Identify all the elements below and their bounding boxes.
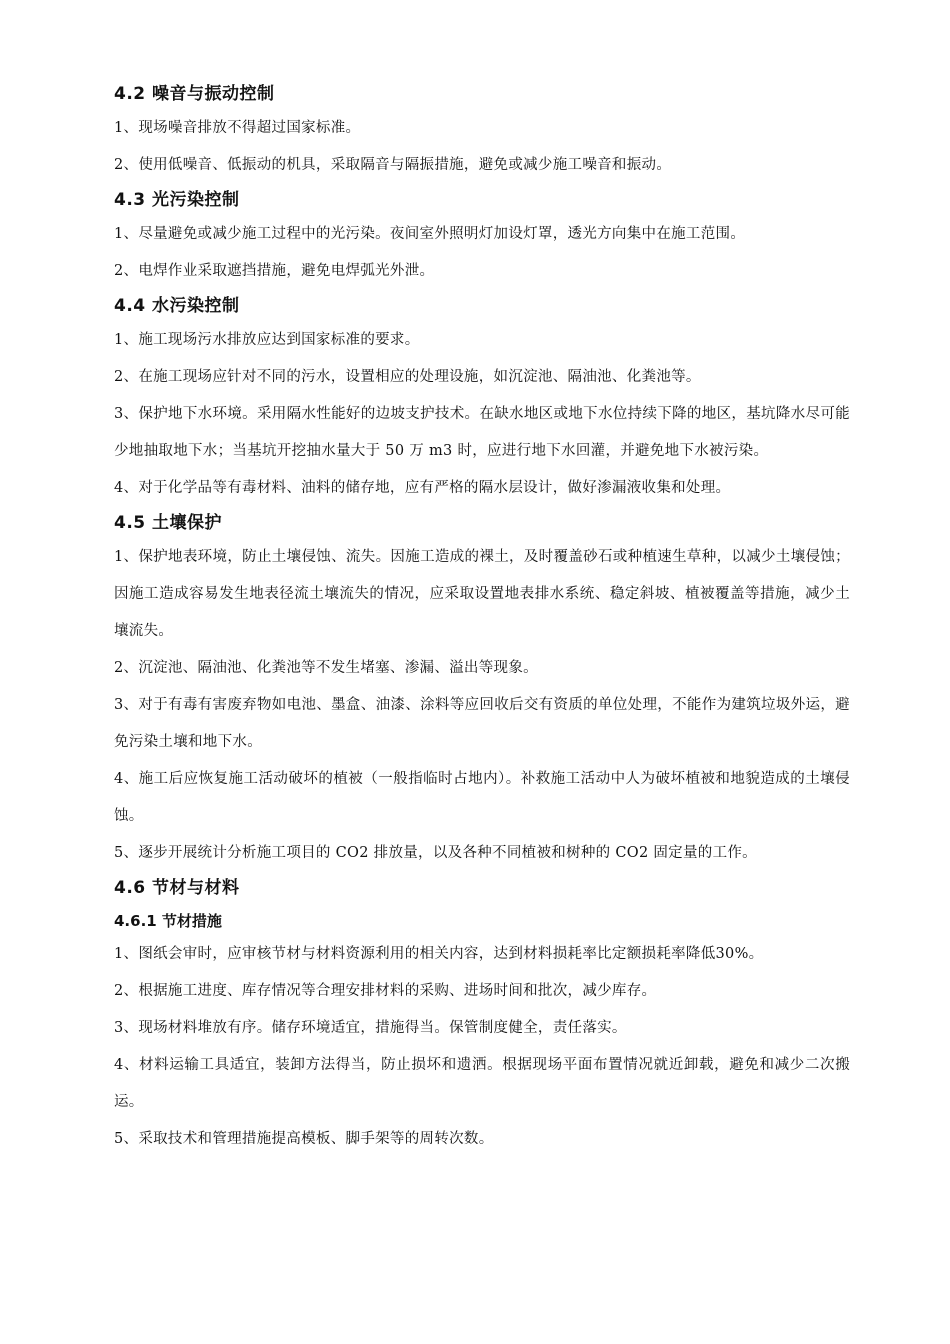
paragraph: 5、采取技术和管理措施提高模板、脚手架等的周转次数。 [114, 1131, 494, 1147]
paragraph: 4、施工后应恢复施工活动破坏的植被（一般指临时占地内）。补救施工活动中人为破坏植被和地貌造成的土壤侵蚀。 [114, 771, 850, 824]
paragraph: 4、材料运输工具适宜，装卸方法得当，防止损坏和遗洒。根据现场平面布置情况就近卸载，避免和减少二次搬运。 [114, 1057, 850, 1110]
paragraph: 3、保护地下水环境。采用隔水性能好的边坡支护技术。在缺水地区或地下水位持续下降的地区，基坑降水尽可能少地抽取地下水；当基坑开挖抽水量大于 50 万 m3 时，应进行地下水回灌，并避免地下水被污染。 [114, 406, 850, 459]
paragraph: 4、对于化学品等有毒材料、油料的储存地，应有严格的隔水层设计，做好渗漏液收集和处理。 [114, 480, 731, 496]
paragraph: 2、沉淀池、隔油池、化粪池等不发生堵塞、渗漏、溢出等现象。 [114, 660, 538, 676]
section-4-5-heading: 4.5 土壤保护 [114, 513, 223, 533]
document-body [114, 78, 850, 1158]
paragraph: 1、施工现场污水排放应达到国家标准的要求。 [114, 332, 420, 348]
paragraph: 3、对于有毒有害废弃物如电池、墨盒、油漆、涂料等应回收后交有资质的单位处理，不能作为建筑垃圾外运，避免污染土壤和地下水。 [114, 697, 850, 750]
section-4-6-1-heading: 4.6.1 节材措施 [114, 912, 222, 930]
section-4-2-heading: 4.2 噪音与振动控制 [114, 84, 275, 104]
paragraph: 1、尽量避免或减少施工过程中的光污染。夜间室外照明灯加设灯罩，透光方向集中在施工范围。 [114, 226, 746, 242]
section-4-4-heading: 4.4 水污染控制 [114, 296, 240, 316]
section-4-3-heading: 4.3 光污染控制 [114, 190, 240, 210]
paragraph: 1、现场噪音排放不得超过国家标准。 [114, 120, 361, 136]
paragraph: 2、在施工现场应针对不同的污水，设置相应的处理设施，如沉淀池、隔油池、化粪池等。 [114, 369, 701, 385]
paragraph: 5、逐步开展统计分析施工项目的 CO2 排放量，以及各种不同植被和树种的 CO2 固定量的工作。 [114, 845, 757, 861]
paragraph: 2、根据施工进度、库存情况等合理安排材料的采购、进场时间和批次，减少库存。 [114, 983, 657, 999]
section-4-6-heading: 4.6 节材与材料 [114, 878, 240, 898]
paragraph: 2、电焊作业采取遮挡措施，避免电焊弧光外泄。 [114, 263, 435, 279]
paragraph: 2、使用低噪音、低振动的机具，采取隔音与隔振措施，避免或减少施工噪音和振动。 [114, 157, 672, 173]
paragraph: 1、图纸会审时，应审核节材与材料资源利用的相关内容，达到材料损耗率比定额损耗率降低30%。 [114, 946, 764, 962]
paragraph: 1、保护地表环境，防止土壤侵蚀、流失。因施工造成的裸土，及时覆盖砂石或种植速生草种，以减少土壤侵蚀；因施工造成容易发生地表径流土壤流失的情况，应采取设置地表排水系统、稳定斜坡、植被覆盖等措施，减少土壤流失。 [114, 549, 850, 639]
paragraph: 3、现场材料堆放有序。储存环境适宜，措施得当。保管制度健全，责任落实。 [114, 1020, 627, 1036]
